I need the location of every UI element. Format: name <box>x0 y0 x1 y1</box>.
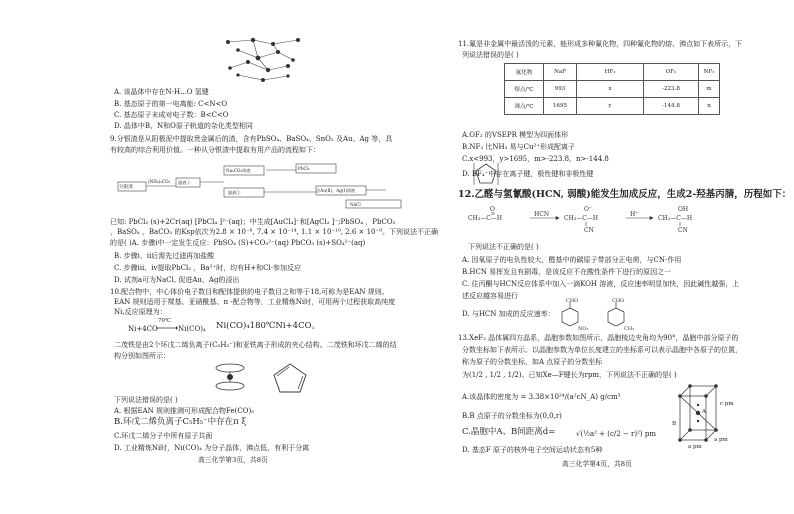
q9-flow-label-filtrate1: 滤液① <box>178 180 191 185</box>
svg-text:CN: CN <box>584 227 594 234</box>
q9-option-b: B. 步骤i、ii后需先过滤再加盐酸 <box>114 252 215 260</box>
svg-text:H⁺: H⁺ <box>630 211 639 218</box>
q9-flow-label-na2co3: Na₂CO₃溶液 <box>226 168 251 173</box>
table-cell: y <box>577 98 644 115</box>
crystal-structure-figure <box>218 30 308 85</box>
cell-label-a-side: a pm <box>714 437 728 443</box>
q10-option-d: D. 工业精炼Ni时，Ni(CO)₄ 为分子晶体，沸点低，有利于分离 <box>114 444 310 452</box>
q10-equation-condition: 70℃ <box>158 318 172 324</box>
svg-text:CH₃—C—H: CH₃—C—H <box>564 215 599 222</box>
svg-text:CN: CN <box>678 227 688 234</box>
q11-option-a: A.OF₂ 的VSEPR 模型为四面体形 <box>462 131 569 139</box>
left-page-footer: 高三化学第3页，共8页 <box>198 456 268 464</box>
q8-option-c: C. 基态原子未成对电子数：B<C<O <box>114 111 229 119</box>
svg-text:O: O <box>490 206 495 213</box>
cyclopentadiene-structure <box>270 362 310 394</box>
q10-intro-line-1: 二茂铁是由2个环戊二烯负离子(C₅H₅⁻)和亚铁离子形成的夹心结构。二茂铁和环戊二烯的结 <box>114 341 397 349</box>
right-page-footer: 高三化学第4页，共8页 <box>562 460 632 468</box>
q9-flow-label-start: 分银渣 <box>119 185 133 190</box>
svg-text:O⁻: O⁻ <box>584 206 593 213</box>
svg-text:CH₃—C—H: CH₃—C—H <box>468 215 503 222</box>
right-page <box>458 0 792 514</box>
table-cell: 熔点/℃ <box>505 81 544 98</box>
q13-option-b: B.B 点原子的分数坐标为(0,0,r) <box>462 412 562 420</box>
q11-fluoride-table <box>504 63 720 115</box>
left-page <box>110 0 440 514</box>
q13-option-a: A.该晶体的密度为 = 3.38×10²⁴/(a²cN_A) g/cm³ <box>462 393 621 401</box>
q10-intro-line-2: 构分别如图所示： <box>114 352 170 360</box>
svg-text:OH: OH <box>678 206 689 213</box>
q13-stem-line-1: 13.XeF₂ 晶体属四方晶系，晶胞参数如图所示，晶胞棱边夹角均为90°，晶胞中部分原子的 <box>458 334 739 342</box>
cell-label-point-b: B <box>672 421 677 427</box>
svg-text:HCN: HCN <box>534 211 550 218</box>
svg-text:NO₂: NO₂ <box>578 326 589 332</box>
q10-equation-decomposition: Ni(CO)₄180℃Ni+4CO。 <box>216 321 321 331</box>
q12-reaction-mechanism <box>468 206 738 236</box>
q12-prompt: 下列说法不正确的是( ) <box>468 243 539 251</box>
reaction-arrow <box>156 325 178 331</box>
q10-prompt: 下列说法错误的是( ) <box>114 396 178 404</box>
svg-text:CH₃—C—H: CH₃—C—H <box>658 215 693 222</box>
q10-equation-right: Ni(CO)₄ <box>178 325 206 333</box>
q9-option-d: D. 试剂a可为NaCl, 促进Au、Ag的浸出 <box>114 276 240 284</box>
q9-stem-line-1: 9.分银渣是从阳极泥中提取贵金属后的渣，含有PbSO₄、BaSO₄、SnO₂ 及Au、Ag 等，具 <box>110 135 393 143</box>
ferrocene-structure <box>210 360 250 394</box>
table-cell: 沸点/℃ <box>505 98 544 115</box>
q9-flow-label-nacl: NaCl <box>350 202 361 207</box>
cell-label-point-a: A <box>702 409 706 415</box>
q10-stem-line-3: Ni,反应原理为： <box>114 308 167 316</box>
q11-option-d: D. BF₄⁻中存在离子键，极性键和非极性键 <box>462 170 594 178</box>
q12-option-d: D. 与HCN 加成的反应速率： <box>462 310 555 318</box>
q13-stem-line-3: 称为原子的分数坐标，如A 点原子的分数坐标 <box>462 358 603 366</box>
q12-title: 12.乙醛与氢氰酸(HCN, 弱酸)能发生加成反应，生成2-羟基丙腈，历程如下： <box>458 189 792 200</box>
q11-stem-line-2: 列说法错误的是( ) <box>462 51 519 59</box>
q10-equation-left: Ni+4CO <box>128 325 158 333</box>
table-cell: -223.8 <box>644 81 699 98</box>
q10-option-c: C.环戊二烯分子中所有原子共面 <box>114 432 213 440</box>
q9-flow-label-au-ag: 含Au(Ⅱ)、Ag(Ⅰ)溶液 <box>316 188 356 193</box>
q9-option-c: C. 步骤iii、iv提取PbCl₂ ，Ba²⁺时，均有H+和Cl-参加反应 <box>114 264 302 272</box>
table-cell: n <box>699 98 720 115</box>
svg-text:CH₃: CH₃ <box>624 326 635 332</box>
q10-option-a: A. 根据EAN 规则推测可形成配合物Fe(CO)₅ <box>114 407 254 415</box>
q10-stem-line-1: 10.配合物中，中心体价电子数目和配体提供的电子数目之和等于18,可称为是EAN 规则。 <box>110 288 389 296</box>
q12-option-b: B.HCN 易挥发且有剧毒，是该反应不在酸性条件下进行的原因之一 <box>462 268 672 276</box>
table-header-cell: 氟化物 <box>505 64 544 81</box>
q10-stem-line-2: EAN 规则适用于羰基、亚硝酰基、π -配合物等，工业精炼Ni时，可用两个过程获取高纯度 <box>114 298 396 306</box>
q9-flow-label-pbcl2: PbCl₂ <box>298 166 310 171</box>
q9-body-line-3: 的是( )A. 步骤i中一定发生反应：PbSO₄ (S)+CO₃²⁻(aq) PbCO₃ (s)+SO₄²⁻(aq) <box>110 239 366 247</box>
q11-option-c: C.x<993，y>1695，m>-223.8，n>-144.8 <box>462 155 609 163</box>
q12-option-a: A. 因氧原子的电负性较大，醛基中的碳原子带部分正电荷，与CN-作用 <box>462 256 682 264</box>
q12-option-c-continued: 述反应越容易进行 <box>462 292 518 300</box>
q11-option-b: B.NF₃ 比NH₃ 易与Cu²⁺形成配离子 <box>462 143 576 151</box>
table-header-cell: NF₃ <box>699 64 720 81</box>
q10-option-b: B.环戊二烯负离子C₅H₅⁻中存在π ξ <box>114 417 247 427</box>
q9-flow-label-filtrate2: 滤液② <box>228 190 241 195</box>
q13-option-c-formula: √(½a² + (c/2 − r)²) pm <box>576 430 657 438</box>
table-cell: x <box>577 81 644 98</box>
table-cell: m <box>699 81 720 98</box>
cell-label-c: c pm <box>720 401 734 407</box>
table-header-cell: OF₂ <box>644 64 699 81</box>
q9-body-line-2: ，BaSO₄ ，BaCO₃ 的Ksp依次为2.8 × 10⁻⁸, 7.4 × 10⁻¹⁴, 1.1 × 10⁻¹⁰, 2.6 × 10⁻⁹。下列说法不正确 <box>110 228 439 236</box>
svg-text:CHO: CHO <box>566 298 579 304</box>
q13-option-d: D. 基态F 原子的核外电子空间运动状态有5种 <box>462 446 603 454</box>
table-cell: 1695 <box>544 98 577 115</box>
q8-option-d: D. 晶体中B、N和O原子轨道的杂化类型相同 <box>114 122 253 130</box>
table-header-cell: NaF <box>544 64 577 81</box>
q9-stem-line-2: 有较高的综合利用价值。一种从分银渣中提取有用产品的流程如下： <box>110 146 320 154</box>
table-cell: 993 <box>544 81 577 98</box>
q8-option-a: A. 该晶体中存在N-H...O 氢键 <box>114 88 209 96</box>
q13-option-c-heading: C.晶胞中A、B间距离d= <box>462 427 556 437</box>
substituted-benzaldehyde-structures <box>554 298 640 332</box>
q13-line-2: 为(1/2 , 1/2 , 1/2)。已知Xe—F键长为rpm，下列说法不正确的是( ) <box>462 371 677 379</box>
q11-stem-line-1: 11.氟是非金属中最活泼的元素，能形成多种氟化物，四种氟化物的熔、沸点如下表所示，下 <box>458 40 743 48</box>
q8-option-b: B. 基态原子的第一电离能: C<N<O <box>114 100 228 108</box>
q9-flow-label-reagent: (NH₄)₂CO₃ <box>148 179 171 184</box>
table-cell: -144.8 <box>644 98 699 115</box>
q13-stem-line-2: 分数坐标如下表所示。以晶胞参数为单位长度建立的坐标系可以表示晶胞中各原子的位置， <box>462 346 742 354</box>
q12-option-c: C. 往丙酮与HCN反应体系中加入一滴KOH 溶液，反应速率明显加快，因此碱性越强，上 <box>462 280 740 288</box>
svg-text:CHO: CHO <box>612 298 625 304</box>
cell-label-a-front: a pm <box>688 444 702 450</box>
table-header-cell: HF₂ <box>577 64 644 81</box>
q9-body-line-1: 已知: PbCl₂ (s)+2Cr(aq) [PbCl₄ ]²⁻(aq)；中生成[AuCl₄]⁻和[AgCl₂ ]⁻;PbSO₄ ，PbCO₃ <box>110 218 396 226</box>
